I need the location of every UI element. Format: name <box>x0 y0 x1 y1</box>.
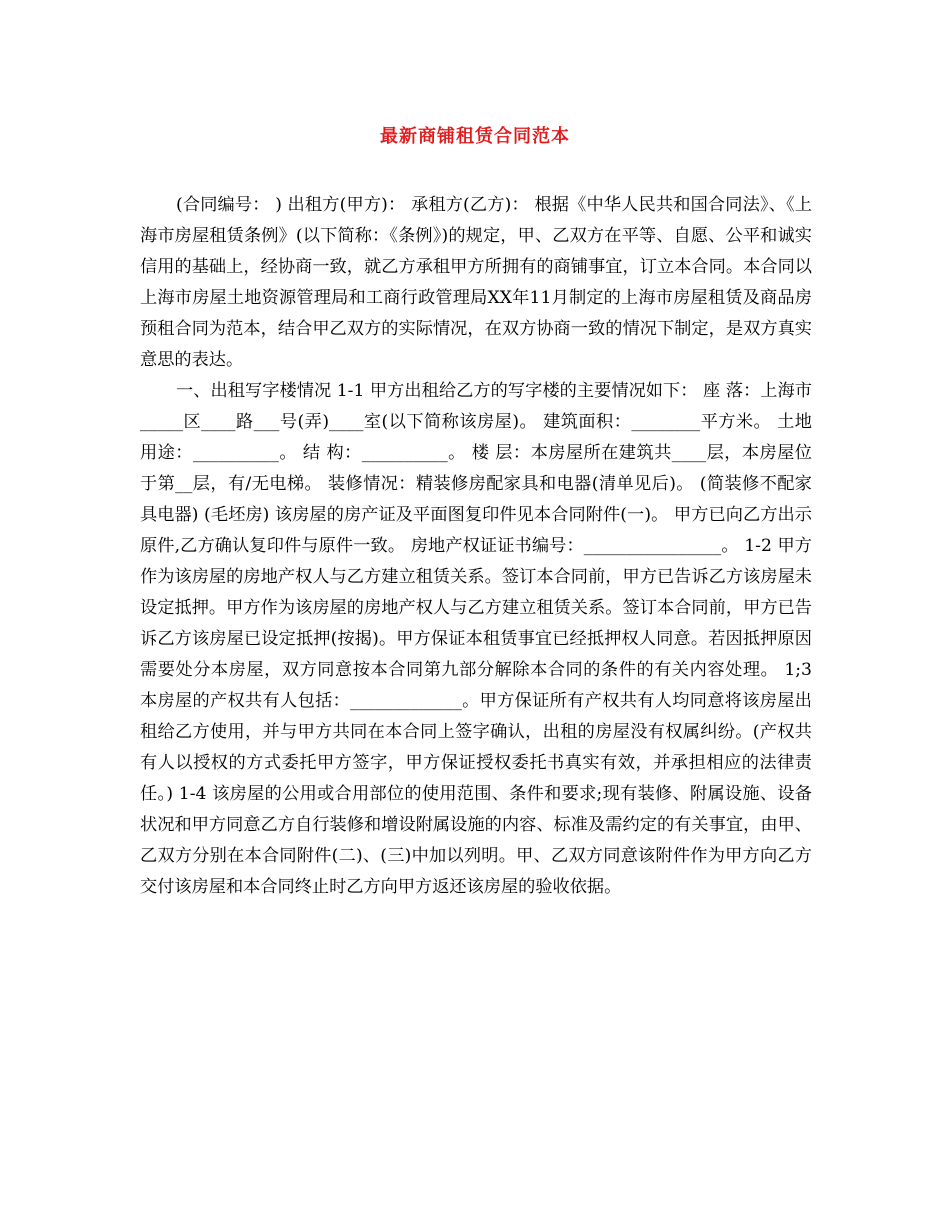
document-body <box>140 190 812 903</box>
paragraph-section-one: 一、出租写字楼情况 1-1 甲方出租给乙方的写字楼的主要情况如下： 座 落：上海市_____区____路___号(弄)____室(以下简称该房屋)。 建筑面积：________平方米。 土地用途：__________。 结 构：__________。 楼 层：本房屋所在建筑共____层，本房屋位于第__层，有/无电梯。 装修情况：精装修房配家具和电器(清单见后)。 (简装修不配家具电器) (毛坯房) 该房屋的房产证及平面图复印件见本合同附件(一)。 甲方已向乙方出示原件,乙方确认复印件与原件一致。 房地产权证证书编号：________________。 1-2 甲方作为该房屋的房地产权人与乙方建立租赁关系。签订本合同前，甲方已告诉乙方该房屋未设定抵押。甲方作为该房屋的房地产权人与乙方建立租赁关系。签订本合同前，甲方已告诉乙方该房屋已设定抵押(按揭)。甲方保证本租赁事宜已经抵押权人同意。若因抵押原因需要处分本房屋，双方同意按本合同第九部分解除本合同的条件的有关内容处理。 1;3 本房屋的产权共有人包括：_____________。甲方保证所有产权共有人均同意将该房屋出租给乙方使用，并与甲方共同在本合同上签字确认，出租的房屋没有权属纠纷。(产权共有人以授权的方式委托甲方签字，甲方保证授权委托书真实有效，并承担相应的法律责任。) 1-4 该房屋的公用或合用部位的使用范围、条件和要求;现有装修、附属设施、设备状况和甲方同意乙方自行装修和增设附属设施的内容、标准及需约定的有关事宜，由甲、乙双方分别在本合同附件(二)、(三)中加以列明。甲、乙双方同意该附件作为甲方向乙方交付该房屋和本合同终止时乙方向甲方返还该房屋的验收依据。 <box>140 381 812 897</box>
document-title: 最新商铺租赁合同范本 <box>380 126 570 147</box>
paragraph-preamble: (合同编号： ) 出租方(甲方)： 承租方(乙方)： 根据《中华人民共和国合同法》、《上海市房屋租赁条例》(以下简称：《条例》)的规定，甲、乙双方在平等、自愿、公平和诚实信用的基础上，经协商一致，就乙方承租甲方所拥有的商铺事宜，订立本合同。本合同以上海市房屋土地资源管理局和工商行政管理局XX年11月制定的上海市房屋租赁及商品房预租合同为范本，结合甲乙双方的实际情况，在双方协商一致的情况下制定，是双方真实意思的表达。 <box>140 195 812 370</box>
